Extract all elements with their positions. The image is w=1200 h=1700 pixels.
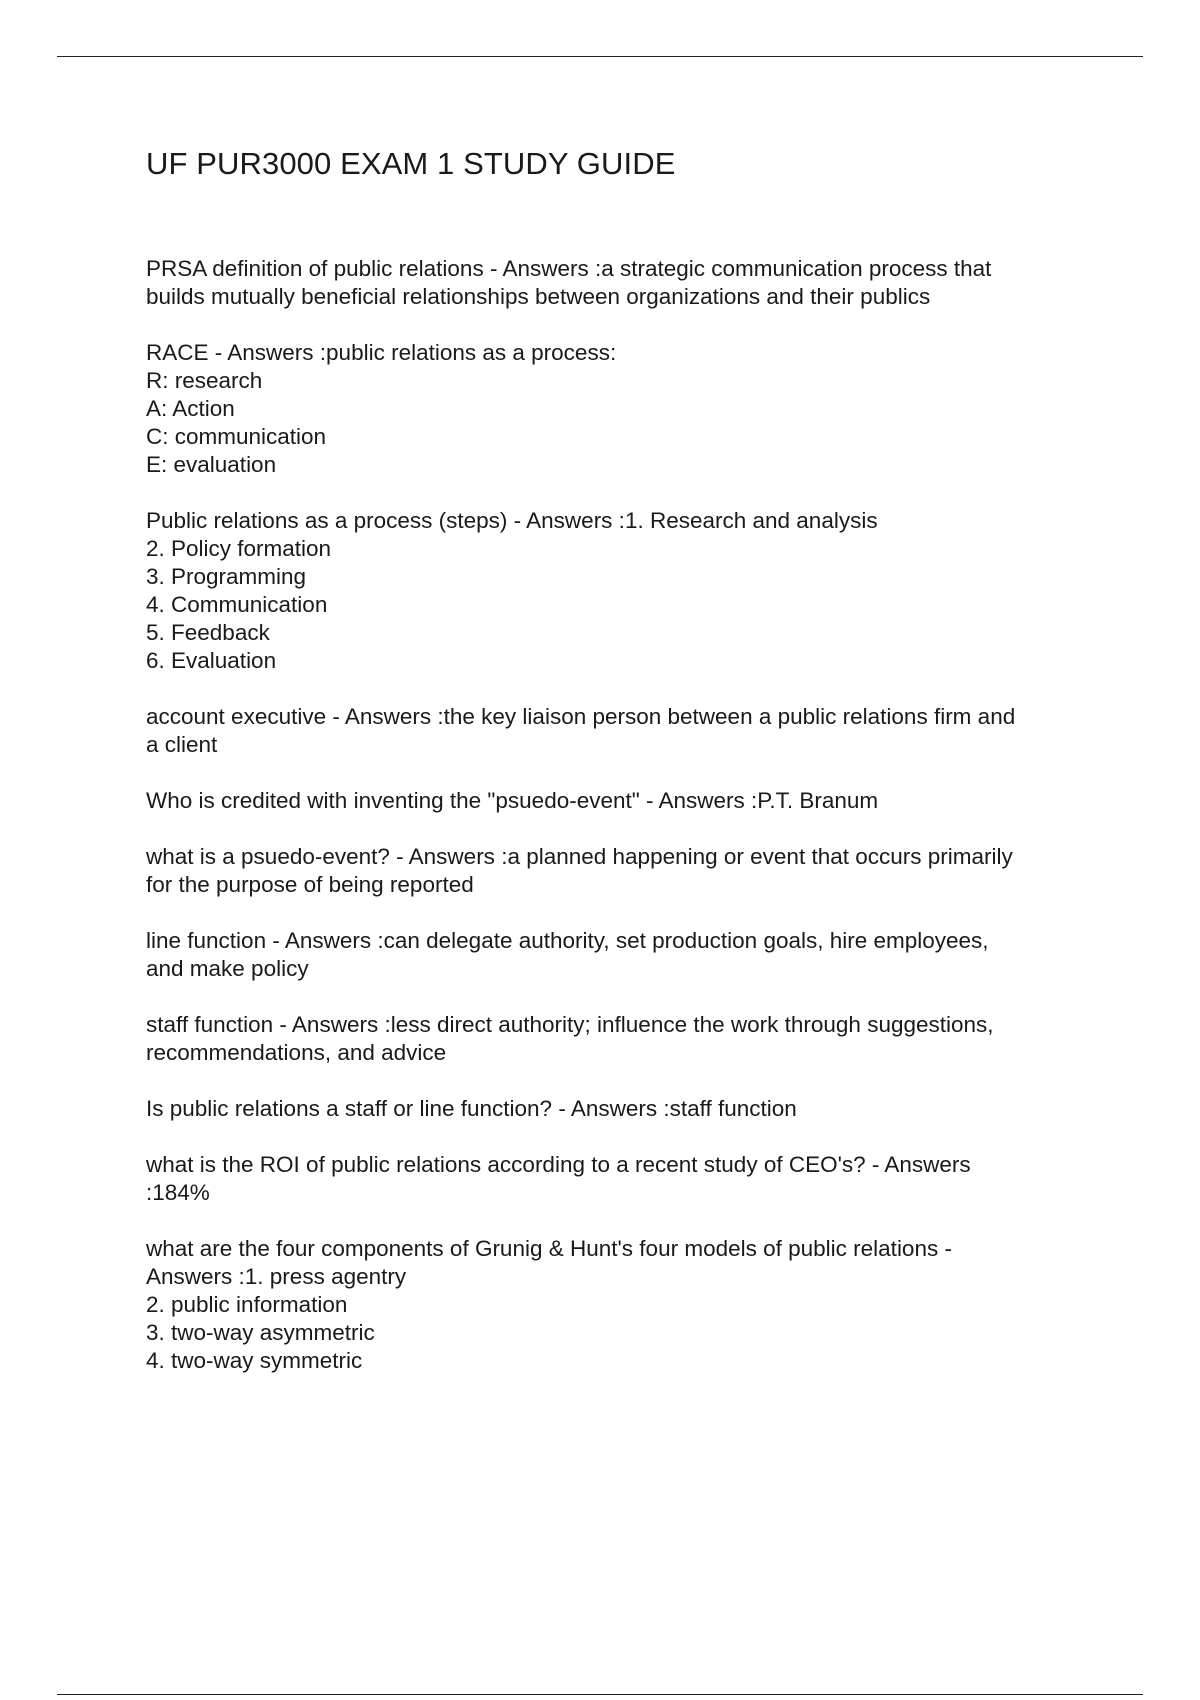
entry-staff-or-line (146, 1095, 1096, 1123)
entry-line: line function - Answers :can delegate authority, set production goals, hire employees, (146, 928, 989, 953)
entry-line: Who is credited with inventing the "psuedo-event" - Answers :P.T. Branum (146, 788, 879, 813)
entry-line: R: research (146, 368, 263, 393)
entry-line: 3. two-way asymmetric (146, 1320, 375, 1345)
entry-staff-function (146, 1011, 1096, 1067)
entry-line-function (146, 927, 1096, 983)
entry-line: C: communication (146, 424, 327, 449)
document-title: UF PUR3000 EXAM 1 STUDY GUIDE (146, 146, 676, 181)
entry-line: A: Action (146, 396, 235, 421)
entry-roi (146, 1151, 1096, 1207)
entry-line: PRSA definition of public relations - Answers :a strategic communication process that (146, 256, 992, 281)
entry-line: what is a psuedo-event? - Answers :a planned happening or event that occurs primarily (146, 844, 1013, 869)
entry-line: account executive - Answers :the key liaison person between a public relations firm and (146, 704, 1016, 729)
entry-race (146, 339, 1096, 479)
entry-pseudo-event-definition (146, 843, 1096, 899)
entry-line: :184% (146, 1180, 210, 1205)
entry-pseudo-event-inventor (146, 787, 1096, 815)
entry-line: builds mutually beneficial relationships between organizations and their publics (146, 284, 931, 309)
entry-line: what is the ROI of public relations according to a recent study of CEO's? - Answers (146, 1152, 971, 1177)
entry-account-executive (146, 703, 1096, 759)
entry-line: Answers :1. press agentry (146, 1264, 407, 1289)
entry-line: and make policy (146, 956, 309, 981)
entry-line: RACE - Answers :public relations as a process: (146, 340, 617, 365)
entry-line: recommendations, and advice (146, 1040, 447, 1065)
entry-line: 4. two-way symmetric (146, 1348, 363, 1373)
entry-line: what are the four components of Grunig & Hunt's four models of public relations - (146, 1236, 952, 1261)
top-divider (57, 56, 1143, 57)
entry-line: 6. Evaluation (146, 648, 277, 673)
entry-line: 3. Programming (146, 564, 307, 589)
entry-process-steps (146, 507, 1096, 675)
entry-line: 2. public information (146, 1292, 348, 1317)
entry-line: staff function - Answers :less direct authority; influence the work through suggestions, (146, 1012, 994, 1037)
entry-grunig-hunt-models (146, 1235, 1096, 1375)
entry-line: Is public relations a staff or line function? - Answers :staff function (146, 1096, 797, 1121)
bottom-divider (57, 1694, 1143, 1695)
entry-line: E: evaluation (146, 452, 277, 477)
entry-prsa-definition (146, 255, 1096, 311)
entry-line: 5. Feedback (146, 620, 270, 645)
entry-line: 4. Communication (146, 592, 328, 617)
entry-line: for the purpose of being reported (146, 872, 474, 897)
entry-line: Public relations as a process (steps) - Answers :1. Research and analysis (146, 508, 878, 533)
entry-line: a client (146, 732, 218, 757)
entry-line: 2. Policy formation (146, 536, 332, 561)
study-guide-entries (146, 255, 1096, 1403)
